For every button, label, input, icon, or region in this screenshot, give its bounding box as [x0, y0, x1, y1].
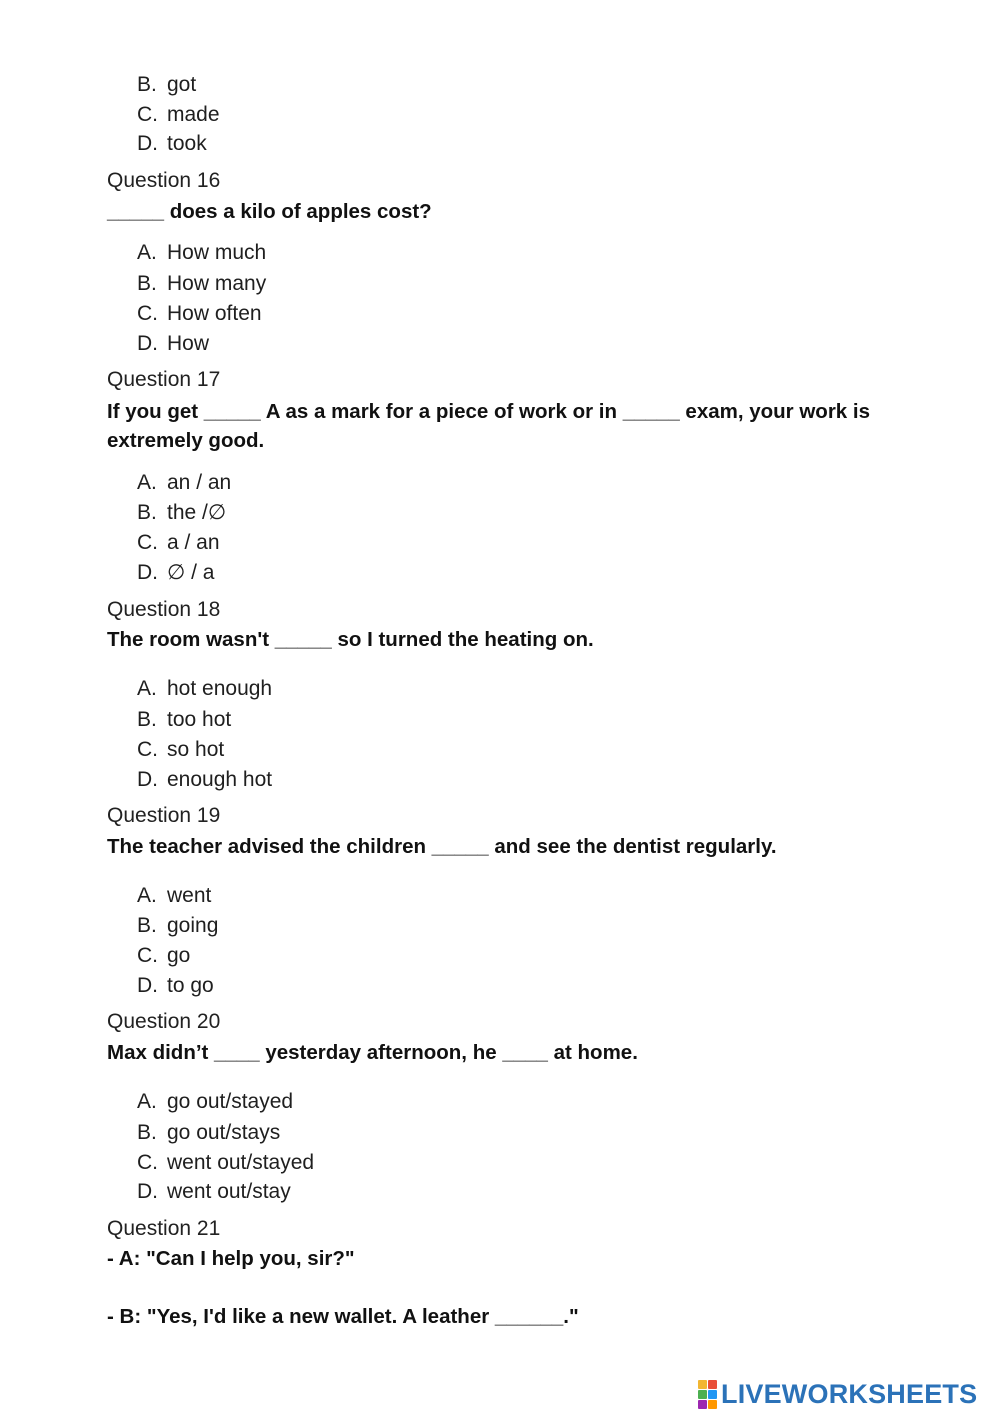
- brand-name: LIVEWORKSHEETS: [721, 1378, 978, 1409]
- option-item[interactable]: B. going: [137, 914, 219, 937]
- option-item[interactable]: A. How much: [137, 241, 267, 264]
- dialogue-line-a: - A: "Can I help you, sir?": [107, 1247, 355, 1270]
- option-item[interactable]: B. How many: [137, 272, 267, 295]
- option-item[interactable]: C. went out/stayed: [137, 1151, 315, 1174]
- question-title: Question 17: [107, 368, 221, 391]
- option-item[interactable]: C. so hot: [137, 738, 225, 761]
- option-item[interactable]: A. went: [137, 884, 212, 907]
- question-stem: The room wasn't _____ so I turned the heating on.: [107, 628, 594, 651]
- option-item[interactable]: A. go out/stayed: [137, 1090, 294, 1113]
- question-title: Question 18: [107, 598, 221, 621]
- question-stem: Max didn’t ____ yesterday afternoon, he ____ at home.: [107, 1041, 638, 1064]
- question-title: Question 20: [107, 1010, 221, 1033]
- option-item[interactable]: D. to go: [137, 974, 214, 997]
- option-item[interactable]: C. go: [137, 944, 191, 967]
- question-stem: _____ does a kilo of apples cost?: [107, 200, 432, 223]
- brand-logo[interactable]: [698, 1380, 977, 1408]
- option-item[interactable]: C. a / an: [137, 531, 220, 554]
- question-stem: The teacher advised the children _____ and see the dentist regularly.: [107, 835, 777, 858]
- option-item[interactable]: D. enough hot: [137, 768, 273, 791]
- question-title: Question 16: [107, 169, 221, 192]
- option-item[interactable]: B. the /∅: [137, 501, 227, 524]
- option-item[interactable]: C. How often: [137, 302, 262, 325]
- option-item[interactable]: B. got: [137, 73, 197, 96]
- dialogue-line-b: - B: "Yes, I'd like a new wallet. A leather ______.": [107, 1305, 579, 1328]
- option-item[interactable]: A. an / an: [137, 471, 232, 494]
- option-item[interactable]: B. too hot: [137, 708, 232, 731]
- option-item[interactable]: A. hot enough: [137, 677, 273, 700]
- option-item[interactable]: D. took: [137, 132, 207, 155]
- option-item[interactable]: D. ∅ / a: [137, 561, 215, 584]
- option-item[interactable]: C. made: [137, 103, 220, 126]
- question-title: Question 19: [107, 804, 221, 827]
- option-item[interactable]: B. go out/stays: [137, 1121, 281, 1144]
- question-stem: If you get _____ A as a mark for a piece of work or in _____ exam, your work is extremely good.: [107, 400, 870, 452]
- option-item[interactable]: D. went out/stay: [137, 1180, 291, 1203]
- question-title: Question 21: [107, 1217, 221, 1240]
- liveworksheets-logo-icon: [698, 1380, 717, 1409]
- option-item[interactable]: D. How: [137, 332, 210, 355]
